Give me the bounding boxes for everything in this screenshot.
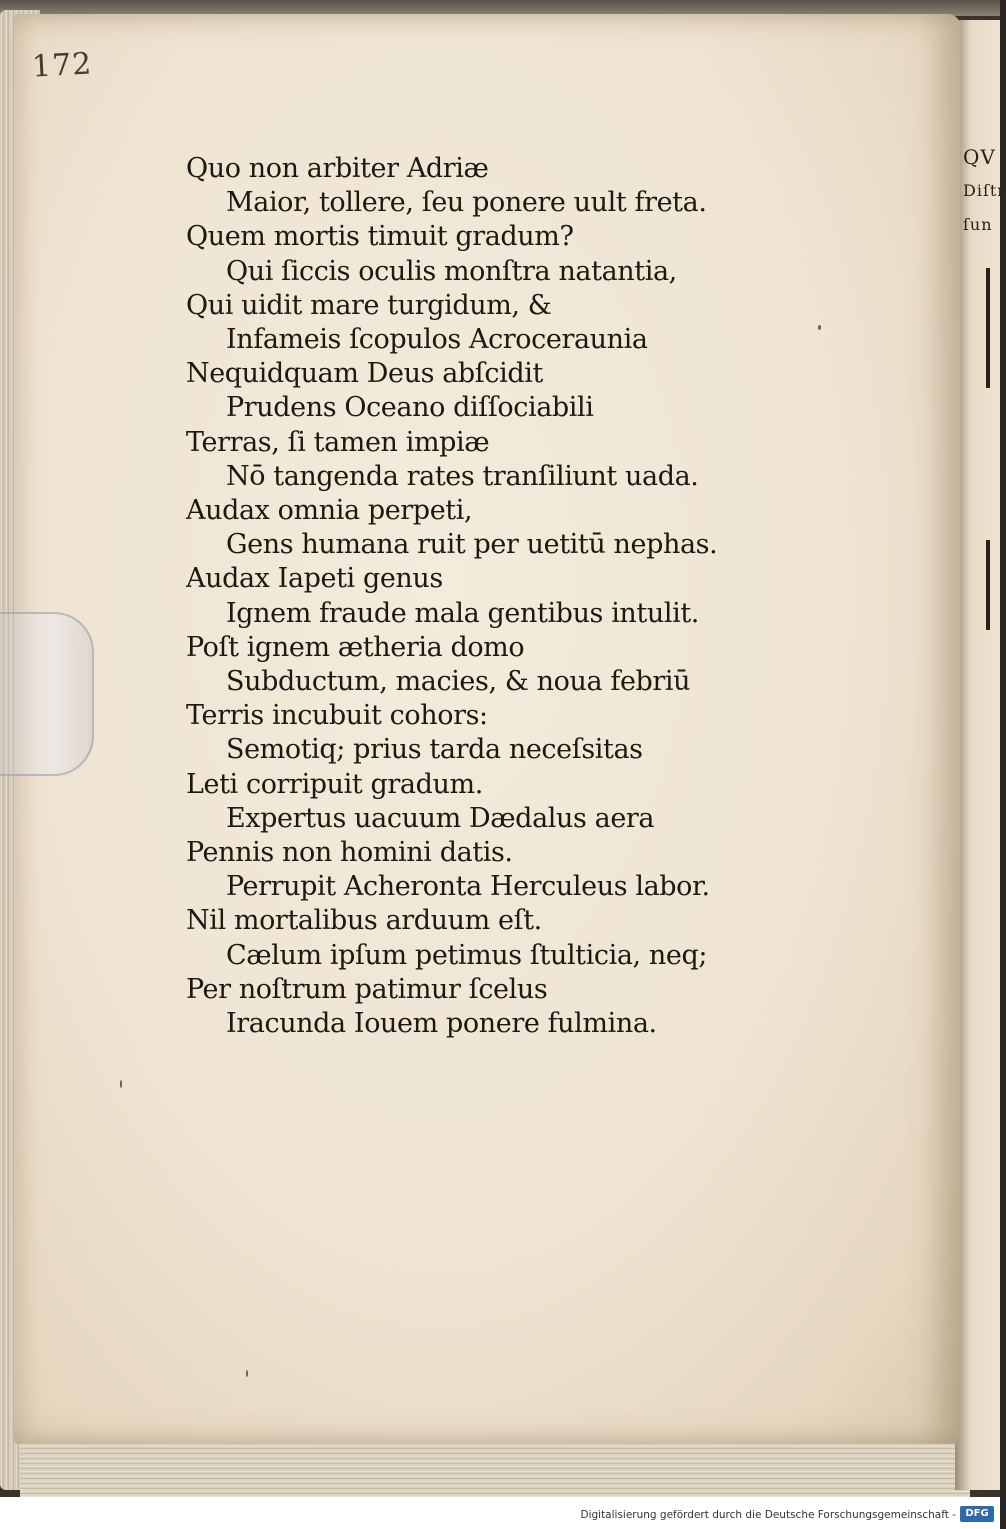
poem-line: Audax Iapeti genus [186, 563, 443, 595]
poem-line: Cælum ipſum petimus ſtulticia, neq; [226, 939, 708, 971]
poem-line: Infameis ſcopulos Acroceraunia [226, 324, 648, 356]
poem-line: Quo non arbiter Adriæ [186, 153, 489, 184]
folio-number: 172 [31, 46, 94, 85]
poem-line: Perrupit Acheronta Herculeus labor. [226, 871, 710, 903]
poem-line: Terris incubuit cohors: [186, 700, 488, 732]
ink-speck [818, 325, 821, 330]
poem-line: Maior, tollere, ſeu ponere uult freta. [226, 187, 707, 219]
poem-line: Expertus uacuum Dædalus aera [226, 802, 655, 834]
poem-line: Pennis non homini datis. [186, 837, 513, 869]
poem-line: Nō tangenda rates tranſiliunt uada. [226, 460, 699, 492]
poem-line: Leti corripuit gradum. [186, 768, 483, 800]
poem-line: Iracunda Iouem ponere fulmina. [226, 1008, 657, 1040]
poem-line: Ignem fraude mala gentibus intulit. [226, 597, 699, 629]
facing-page-text [963, 140, 1006, 242]
dfg-logo: DFG [960, 1506, 994, 1522]
poem-line: Poſt ignem ætheria domo [186, 631, 525, 663]
poem-line: Subductum, macies, & noua febriū [226, 666, 691, 698]
facing-page-fragment: QV [963, 145, 996, 169]
ink-speck [246, 1370, 248, 1377]
facing-page-fragment: ſun [963, 215, 993, 234]
poem-text [186, 152, 786, 1041]
poem-line: Terras, ſi tamen impiæ [186, 426, 490, 458]
poem-line: Prudens Oceano diſſociabili [226, 392, 594, 424]
poem-line: Qui ſiccis oculis monſtra natantia, [226, 255, 677, 287]
poem-line: Per noſtrum patimur ſcelus [186, 973, 548, 1005]
footer-credit: Digitalisierung gefördert durch die Deutsche Forschungsgemeinschaft - [580, 1509, 956, 1521]
poem-line: Gens humana ruit per uetitū nephas. [226, 529, 718, 561]
facing-page-ornament [986, 268, 990, 388]
page-clip [0, 612, 94, 776]
poem-line: Nil mortalibus arduum eſt. [186, 905, 542, 937]
facing-page-ornament [986, 540, 990, 630]
facing-page-fragment: Diſtr [963, 181, 1006, 200]
ink-speck [120, 1080, 122, 1088]
poem-line: Nequidquam Deus abſcidit [186, 358, 543, 390]
poem-line: Qui uidit mare turgidum, & [186, 289, 552, 321]
poem-line: Audax omnia perpeti, [186, 495, 473, 527]
poem-line: Semotiq; prius tarda neceſsitas [226, 734, 643, 766]
poem-line: Quem mortis timuit gradum? [186, 221, 574, 253]
